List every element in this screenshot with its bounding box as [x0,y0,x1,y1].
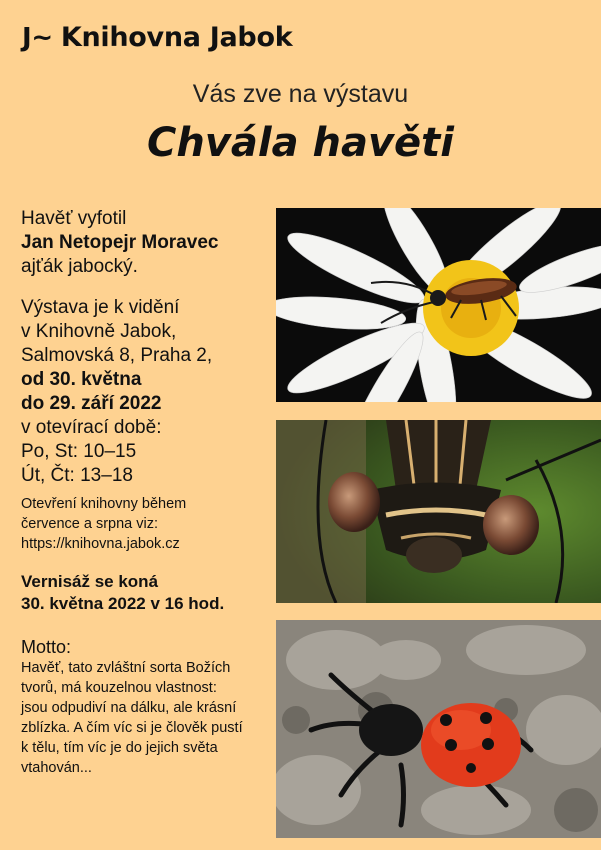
logo-mark: J~ [22,22,53,53]
exhibition-address: Salmovská 8, Praha 2, [21,345,213,366]
photo-ladybird-spider [276,620,601,838]
opening-hours-mon-wed: Po, St: 10–15 [21,441,137,462]
summer-note-1: Otevření knihovny během [21,496,187,512]
exhibition-end-date: do 29. září 2022 [21,393,162,414]
motto-line: zblízka. A čím víc si je člověk pustí [21,720,243,736]
summer-note-2: července a srpna viz: [21,516,159,532]
opening-hours-tue-thu: Út, Čt: 13–18 [21,465,133,486]
photo-damselfly [276,420,601,603]
author-role: ajťák jabocký. [21,256,138,277]
vernissage-date: 30. května 2022 v 16 hod. [21,594,225,613]
exhibition-start-date: od 30. května [21,369,142,390]
author-name: Jan Netopejr Moravec [21,232,219,253]
invitation-text: Vás zve na výstavu [192,80,409,108]
exhibition-venue: v Knihovně Jabok, [21,321,177,342]
motto-line: jsou odpudiví na dálku, ale krásní [21,700,237,716]
opening-hours-label: v otevírací době: [21,417,162,438]
exhibition-title: Chvála havěti [146,120,455,166]
photo-beetle-on-daisy [276,208,601,402]
author-intro: Havěť vyfotil [21,208,127,229]
info-column [21,207,271,778]
motto-line: Havěť, tato zvláštní sorta Božích [21,660,231,676]
motto-line: vtahován... [21,760,92,776]
motto-line: k tělu, tím víc je do jejich světa [21,740,218,756]
vernissage-label: Vernisáž se koná [21,572,159,591]
library-url[interactable]: https://knihovna.jabok.cz [21,536,180,552]
motto-line: tvorů, má kouzelnou vlastnost: [21,680,217,696]
library-logo [22,22,292,53]
exhibition-line: Výstava je k vidění [21,297,180,318]
motto-label: Motto: [21,637,72,657]
library-name: Knihovna Jabok [60,22,293,53]
